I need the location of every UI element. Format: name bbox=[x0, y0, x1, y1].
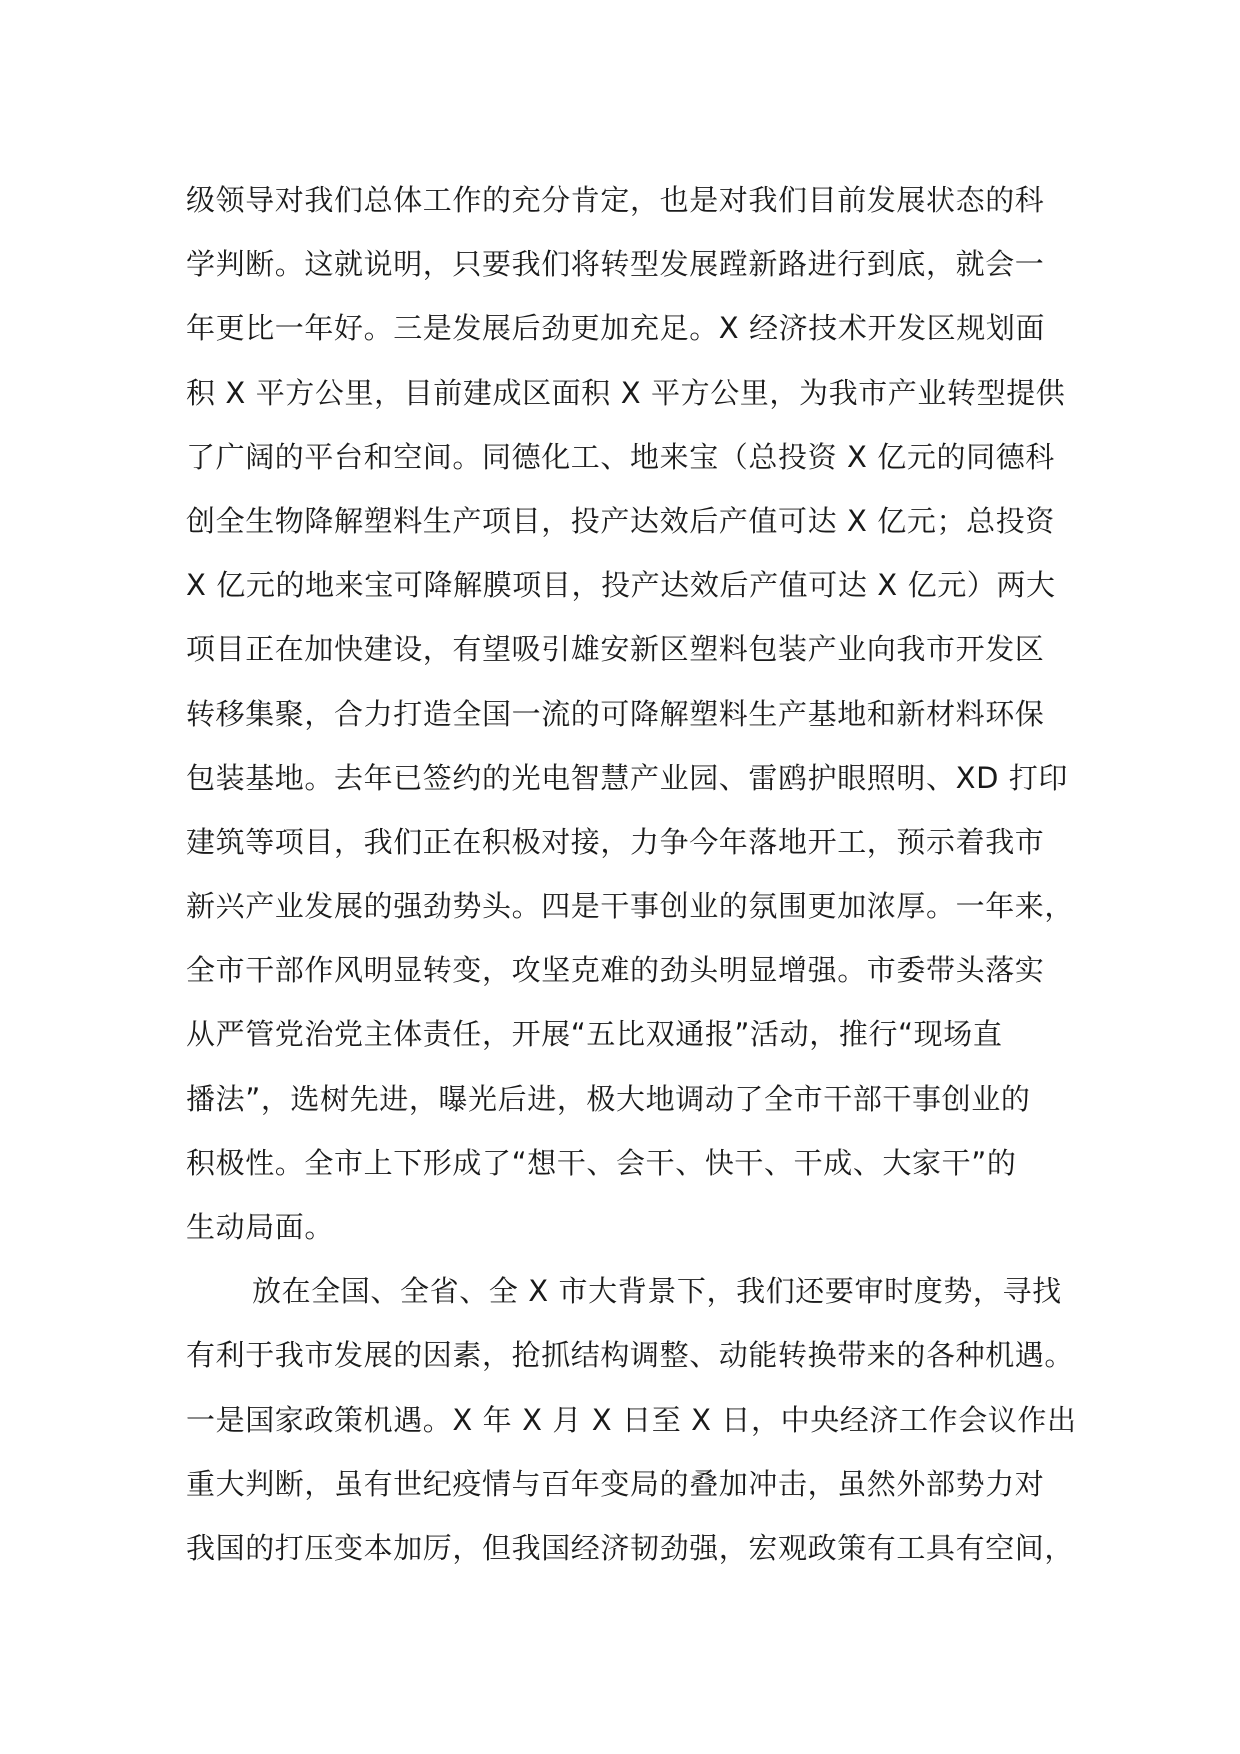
paragraph-1-line-7: X 亿元的地来宝可降解膜项目，投产达效后产值可达 X 亿元）两大 bbox=[186, 568, 1056, 603]
paragraph-1-line-6: 创全生物降解塑料生产项目，投产达效后产值可达 X 亿元；总投资 bbox=[186, 503, 1055, 538]
paragraph-2-line-3: 一是国家政策机遇。X 年 X 月 X 日至 X 日，中央经济工作会议作出 bbox=[186, 1402, 1077, 1437]
paragraph-1-line-16: 积极性。全市上下形成了“想干、会干、快干、干成、大家干”的 bbox=[186, 1145, 1017, 1180]
paragraph-1-line-4: 积 X 平方公里，目前建成区面积 X 平方公里，为我市产业转型提供 bbox=[186, 375, 1066, 410]
paragraph-1-line-2: 学判断。这就说明，只要我们将转型发展蹚新路进行到底，就会一 bbox=[186, 247, 1045, 282]
document-body bbox=[186, 168, 1076, 1580]
paragraph-1-line-1: 级领导对我们总体工作的充分肯定，也是对我们目前发展状态的科 bbox=[186, 183, 1045, 217]
paragraph-1-line-11: 建筑等项目，我们正在积极对接，力争今年落地开工，预示着我市 bbox=[186, 824, 1045, 859]
paragraph-2-line-4: 重大判断，虽有世纪疫情与百年变局的叠加冲击，虽然外部势力对 bbox=[186, 1466, 1045, 1501]
paragraph-1-line-10: 包装基地。去年已签约的光电智慧产业园、雷鸥护眼照明、XD 打印 bbox=[186, 760, 1069, 795]
paragraph-2-line-5: 我国的打压变本加厉，但我国经济韧劲强，宏观政策有工具有空间， bbox=[186, 1530, 1075, 1565]
paragraph-2-line-1: 放在全国、全省、全 X 市大背景下，我们还要审时度势，寻找 bbox=[252, 1274, 1062, 1309]
paragraph-1-line-5: 了广阔的平台和空间。同德化工、地来宝（总投资 X 亿元的同德科 bbox=[186, 439, 1055, 474]
paragraph-1-line-15: 播法”，选树先进，曝光后进，极大地调动了全市干部干事创业的 bbox=[186, 1081, 1031, 1116]
paragraph-1-line-17: 生动局面。 bbox=[186, 1210, 335, 1244]
paragraph-1-line-9: 转移集聚，合力打造全国一流的可降解塑料生产基地和新材料环保 bbox=[186, 696, 1045, 731]
paragraph-2-line-2: 有利于我市发展的因素，抢抓结构调整、动能转换带来的各种机遇。 bbox=[186, 1338, 1075, 1373]
paragraph-1-line-14: 从严管党治党主体责任，开展“五比双通报”活动，推行“现场直 bbox=[186, 1017, 1003, 1052]
paragraph-1-line-3: 年更比一年好。三是发展后劲更加充足。X 经济技术开发区规划面 bbox=[186, 311, 1046, 346]
paragraph-1-line-12: 新兴产业发展的强劲势头。四是干事创业的氛围更加浓厚。一年来， bbox=[186, 889, 1075, 924]
paragraph-1-line-13: 全市干部作风明显转变，攻坚克难的劲头明显增强。市委带头落实 bbox=[186, 953, 1045, 988]
paragraph-1-line-8: 项目正在加快建设，有望吸引雄安新区塑料包装产业向我市开发区 bbox=[186, 632, 1045, 667]
